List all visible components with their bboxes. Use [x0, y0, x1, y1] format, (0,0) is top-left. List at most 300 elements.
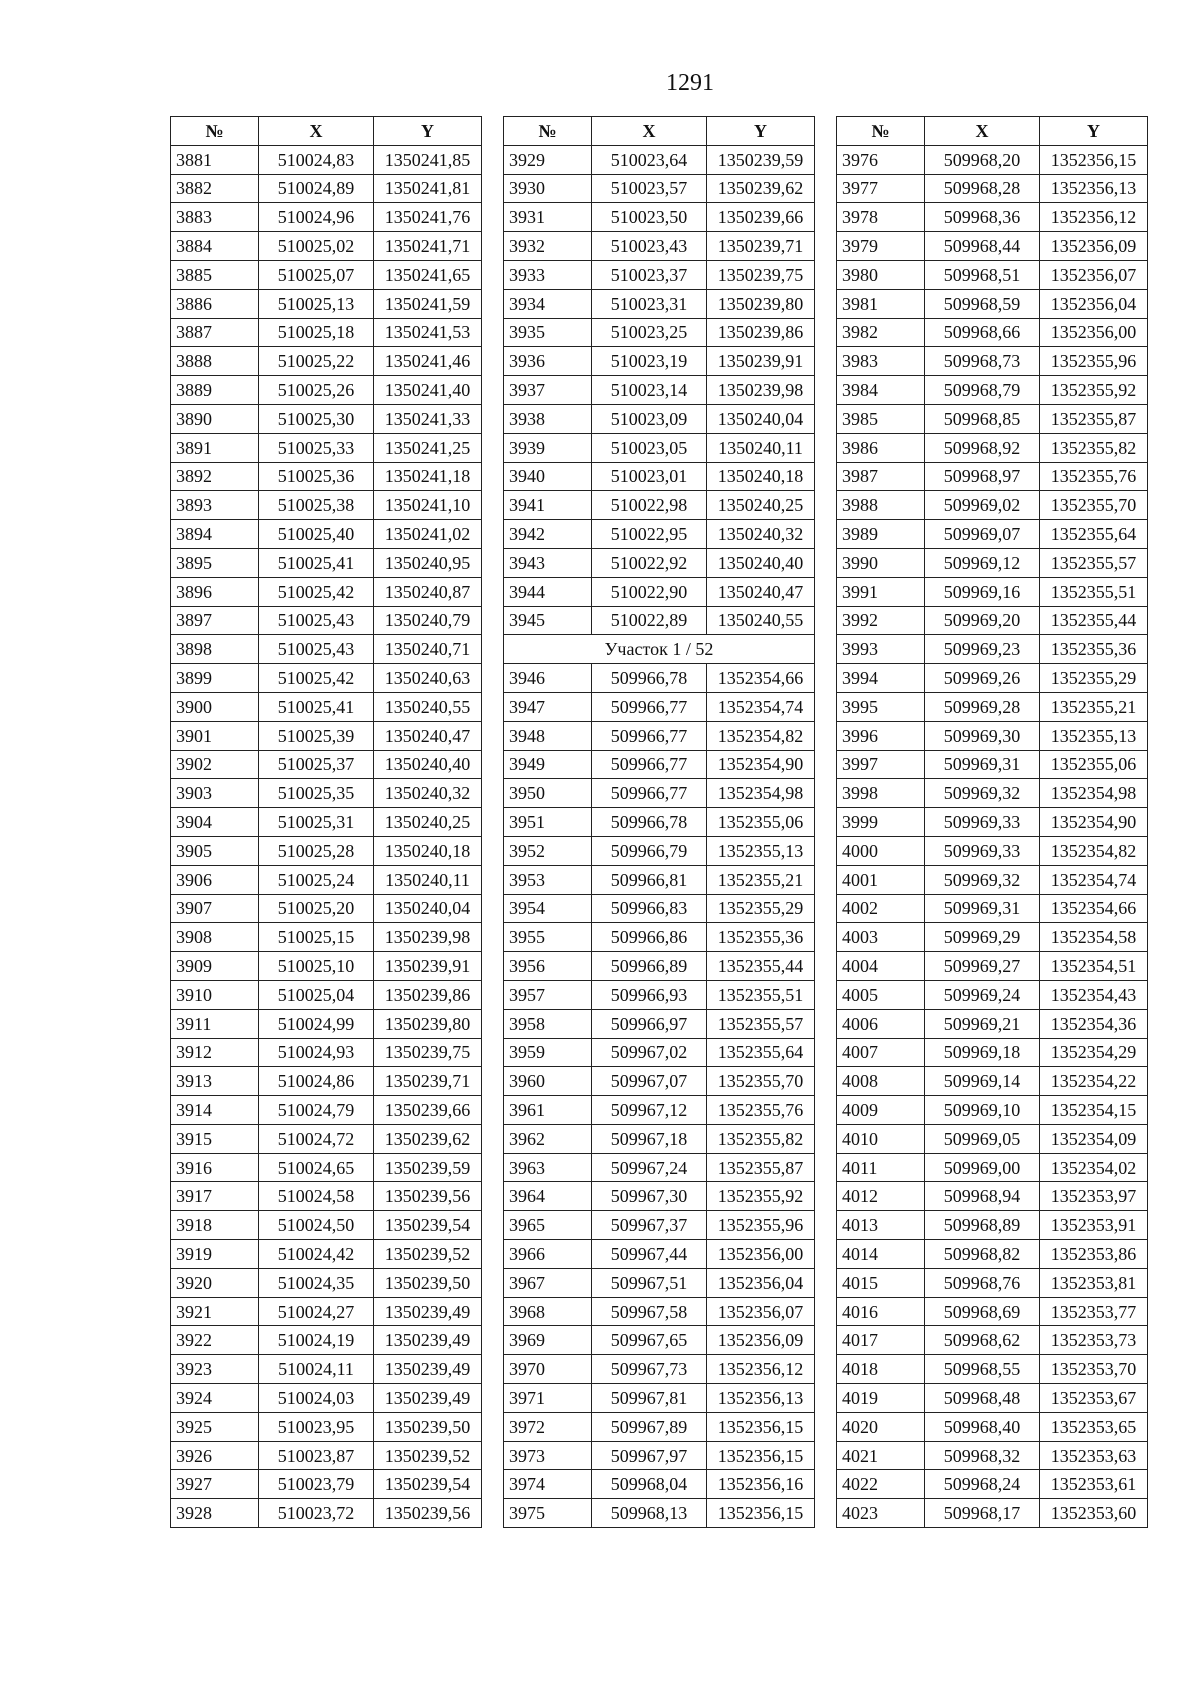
point-number: 3881: [171, 145, 259, 174]
table-row: [171, 952, 482, 981]
table-row: [504, 376, 815, 405]
y-coordinate: 1352355,51: [707, 980, 815, 1009]
x-coordinate: 510025,43: [259, 635, 374, 664]
y-coordinate: 1352355,82: [1040, 433, 1148, 462]
y-coordinate: 1352353,91: [1040, 1211, 1148, 1240]
y-coordinate: 1352355,64: [707, 1038, 815, 1067]
table-row: [837, 692, 1148, 721]
x-coordinate: 509969,32: [925, 865, 1040, 894]
y-coordinate: 1350239,54: [374, 1211, 482, 1240]
table-row: [837, 1009, 1148, 1038]
y-coordinate: 1352355,76: [707, 1096, 815, 1125]
table-row: [504, 1182, 815, 1211]
x-coordinate: 509969,26: [925, 664, 1040, 693]
table-row: [171, 894, 482, 923]
table-row: [504, 433, 815, 462]
table-row: [504, 779, 815, 808]
y-coordinate: 1352355,36: [707, 923, 815, 952]
page-number: 1291: [666, 70, 714, 96]
point-number: 4011: [837, 1153, 925, 1182]
x-coordinate: 510023,57: [592, 174, 707, 203]
point-number: 3939: [504, 433, 592, 462]
point-number: 3937: [504, 376, 592, 405]
y-coordinate: 1352355,13: [707, 836, 815, 865]
point-number: 3923: [171, 1355, 259, 1384]
x-coordinate: 509969,16: [925, 577, 1040, 606]
point-number: 3925: [171, 1412, 259, 1441]
y-coordinate: 1350239,71: [707, 232, 815, 261]
y-coordinate: 1350239,52: [374, 1240, 482, 1269]
x-coordinate: 509968,40: [925, 1412, 1040, 1441]
x-coordinate: 510024,72: [259, 1124, 374, 1153]
x-coordinate: 509969,23: [925, 635, 1040, 664]
y-coordinate: 1352354,15: [1040, 1096, 1148, 1125]
y-coordinate: 1350239,75: [707, 260, 815, 289]
table-row: [504, 1067, 815, 1096]
y-coordinate: 1352354,43: [1040, 980, 1148, 1009]
table-row: [171, 923, 482, 952]
point-number: 3957: [504, 980, 592, 1009]
point-number: 3963: [504, 1153, 592, 1182]
point-number: 3886: [171, 289, 259, 318]
point-number: 3891: [171, 433, 259, 462]
header-x: X: [925, 117, 1040, 146]
x-coordinate: 509969,18: [925, 1038, 1040, 1067]
x-coordinate: 509969,20: [925, 606, 1040, 635]
table-row: [837, 577, 1148, 606]
point-number: 3887: [171, 318, 259, 347]
point-number: 3997: [837, 750, 925, 779]
table-row: [837, 376, 1148, 405]
table-header-row: [171, 117, 482, 146]
x-coordinate: 509966,83: [592, 894, 707, 923]
point-number: 3893: [171, 491, 259, 520]
point-number: 3940: [504, 462, 592, 491]
x-coordinate: 509969,12: [925, 548, 1040, 577]
y-coordinate: 1350241,53: [374, 318, 482, 347]
y-coordinate: 1352356,00: [1040, 318, 1148, 347]
y-coordinate: 1350240,79: [374, 606, 482, 635]
x-coordinate: 509969,32: [925, 779, 1040, 808]
table-row: [171, 232, 482, 261]
table-row: [171, 1384, 482, 1413]
point-number: 3955: [504, 923, 592, 952]
table-row: [171, 1326, 482, 1355]
table-row: [837, 174, 1148, 203]
point-number: 3964: [504, 1182, 592, 1211]
point-number: 3943: [504, 548, 592, 577]
table-row: [504, 347, 815, 376]
point-number: 3987: [837, 462, 925, 491]
x-coordinate: 510023,37: [592, 260, 707, 289]
table-row: [171, 1470, 482, 1499]
point-number: 3901: [171, 721, 259, 750]
table-row: [504, 865, 815, 894]
point-number: 3948: [504, 721, 592, 750]
x-coordinate: 509968,94: [925, 1182, 1040, 1211]
table-row: [837, 491, 1148, 520]
x-coordinate: 509967,37: [592, 1211, 707, 1240]
x-coordinate: 510023,72: [259, 1499, 374, 1528]
point-number: 3992: [837, 606, 925, 635]
point-number: 3915: [171, 1124, 259, 1153]
table-row: [837, 952, 1148, 981]
point-number: 3953: [504, 865, 592, 894]
x-coordinate: 510025,41: [259, 692, 374, 721]
table-row: [837, 289, 1148, 318]
y-coordinate: 1350240,18: [374, 836, 482, 865]
table-row: [171, 1124, 482, 1153]
y-coordinate: 1350239,62: [374, 1124, 482, 1153]
coordinates-table-2: [503, 116, 815, 1528]
y-coordinate: 1352355,21: [1040, 692, 1148, 721]
y-coordinate: 1350239,98: [707, 376, 815, 405]
x-coordinate: 509966,77: [592, 721, 707, 750]
table-row: [837, 1384, 1148, 1413]
point-number: 3975: [504, 1499, 592, 1528]
point-number: 3971: [504, 1384, 592, 1413]
y-coordinate: 1350241,25: [374, 433, 482, 462]
point-number: 3981: [837, 289, 925, 318]
x-coordinate: 509966,78: [592, 664, 707, 693]
table-row: [837, 1096, 1148, 1125]
table-row: [504, 1240, 815, 1269]
point-number: 3932: [504, 232, 592, 261]
table-row: [504, 520, 815, 549]
y-coordinate: 1352353,65: [1040, 1412, 1148, 1441]
x-coordinate: 510024,93: [259, 1038, 374, 1067]
table-row: [504, 1297, 815, 1326]
table-row: [171, 750, 482, 779]
table-row: [837, 145, 1148, 174]
point-number: 3906: [171, 865, 259, 894]
header-y: Y: [374, 117, 482, 146]
y-coordinate: 1350241,71: [374, 232, 482, 261]
point-number: 4016: [837, 1297, 925, 1326]
table-row: [171, 1153, 482, 1182]
y-coordinate: 1352356,15: [1040, 145, 1148, 174]
table-row: [837, 548, 1148, 577]
x-coordinate: 509968,79: [925, 376, 1040, 405]
y-coordinate: 1350239,71: [374, 1067, 482, 1096]
x-coordinate: 510023,43: [592, 232, 707, 261]
y-coordinate: 1350241,81: [374, 174, 482, 203]
point-number: 3898: [171, 635, 259, 664]
y-coordinate: 1352354,51: [1040, 952, 1148, 981]
x-coordinate: 510025,15: [259, 923, 374, 952]
point-number: 3924: [171, 1384, 259, 1413]
table-row: [171, 260, 482, 289]
x-coordinate: 509967,58: [592, 1297, 707, 1326]
point-number: 3921: [171, 1297, 259, 1326]
point-number: 3904: [171, 808, 259, 837]
point-number: 3912: [171, 1038, 259, 1067]
point-number: 3988: [837, 491, 925, 520]
y-coordinate: 1352354,66: [707, 664, 815, 693]
x-coordinate: 509967,30: [592, 1182, 707, 1211]
point-number: 3999: [837, 808, 925, 837]
point-number: 3884: [171, 232, 259, 261]
y-coordinate: 1350240,71: [374, 635, 482, 664]
table-row: [171, 203, 482, 232]
x-coordinate: 510025,13: [259, 289, 374, 318]
y-coordinate: 1350239,59: [707, 145, 815, 174]
table-row: [837, 1240, 1148, 1269]
point-number: 3974: [504, 1470, 592, 1499]
x-coordinate: 509968,69: [925, 1297, 1040, 1326]
table-body: [171, 145, 482, 1527]
y-coordinate: 1350239,86: [374, 980, 482, 1009]
x-coordinate: 510025,30: [259, 404, 374, 433]
point-number: 3960: [504, 1067, 592, 1096]
x-coordinate: 509966,78: [592, 808, 707, 837]
header-number: №: [171, 117, 259, 146]
y-coordinate: 1350240,47: [707, 577, 815, 606]
y-coordinate: 1350239,66: [707, 203, 815, 232]
point-number: 4020: [837, 1412, 925, 1441]
y-coordinate: 1352354,74: [1040, 865, 1148, 894]
y-coordinate: 1350240,04: [374, 894, 482, 923]
x-coordinate: 509968,97: [925, 462, 1040, 491]
table-row: [837, 1268, 1148, 1297]
x-coordinate: 509968,82: [925, 1240, 1040, 1269]
y-coordinate: 1352355,57: [1040, 548, 1148, 577]
y-coordinate: 1350241,46: [374, 347, 482, 376]
y-coordinate: 1352354,58: [1040, 923, 1148, 952]
table-row: [837, 1499, 1148, 1528]
point-number: 3941: [504, 491, 592, 520]
point-number: 4019: [837, 1384, 925, 1413]
y-coordinate: 1350241,40: [374, 376, 482, 405]
x-coordinate: 509969,27: [925, 952, 1040, 981]
point-number: 3985: [837, 404, 925, 433]
table-row: [837, 232, 1148, 261]
table-row: [504, 318, 815, 347]
y-coordinate: 1352356,07: [1040, 260, 1148, 289]
point-number: 3888: [171, 347, 259, 376]
table-row: [504, 174, 815, 203]
y-coordinate: 1350239,49: [374, 1384, 482, 1413]
point-number: 3902: [171, 750, 259, 779]
y-coordinate: 1350239,80: [707, 289, 815, 318]
header-number: №: [837, 117, 925, 146]
table-row: [171, 1211, 482, 1240]
table-row: [504, 1009, 815, 1038]
point-number: 4014: [837, 1240, 925, 1269]
header-number: №: [504, 117, 592, 146]
x-coordinate: 509967,81: [592, 1384, 707, 1413]
point-number: 4005: [837, 980, 925, 1009]
point-number: 3991: [837, 577, 925, 606]
point-number: 3961: [504, 1096, 592, 1125]
table-row: [504, 836, 815, 865]
point-number: 3920: [171, 1268, 259, 1297]
point-number: 4017: [837, 1326, 925, 1355]
table-row: [837, 520, 1148, 549]
point-number: 3928: [171, 1499, 259, 1528]
table-row: [171, 577, 482, 606]
table-row: [504, 952, 815, 981]
x-coordinate: 510023,25: [592, 318, 707, 347]
point-number: 3998: [837, 779, 925, 808]
x-coordinate: 510024,79: [259, 1096, 374, 1125]
y-coordinate: 1350240,55: [374, 692, 482, 721]
table-row: [171, 520, 482, 549]
point-number: 3911: [171, 1009, 259, 1038]
table-row: [837, 260, 1148, 289]
y-coordinate: 1352353,77: [1040, 1297, 1148, 1326]
table-row: [837, 1211, 1148, 1240]
y-coordinate: 1352355,96: [707, 1211, 815, 1240]
x-coordinate: 510025,07: [259, 260, 374, 289]
table-row: [504, 1441, 815, 1470]
x-coordinate: 509966,77: [592, 692, 707, 721]
x-coordinate: 509967,65: [592, 1326, 707, 1355]
x-coordinate: 509969,02: [925, 491, 1040, 520]
point-number: 3968: [504, 1297, 592, 1326]
point-number: 3922: [171, 1326, 259, 1355]
table-header-row: [504, 117, 815, 146]
y-coordinate: 1352355,87: [1040, 404, 1148, 433]
y-coordinate: 1350239,91: [707, 347, 815, 376]
point-number: 3989: [837, 520, 925, 549]
section-row: [504, 635, 815, 664]
y-coordinate: 1352356,15: [707, 1412, 815, 1441]
table-row: [837, 894, 1148, 923]
point-number: 3969: [504, 1326, 592, 1355]
table-row: [837, 1441, 1148, 1470]
x-coordinate: 509966,77: [592, 750, 707, 779]
x-coordinate: 510022,95: [592, 520, 707, 549]
table-row: [837, 1153, 1148, 1182]
x-coordinate: 509968,59: [925, 289, 1040, 318]
point-number: 4002: [837, 894, 925, 923]
table-row: [171, 318, 482, 347]
x-coordinate: 509968,28: [925, 174, 1040, 203]
point-number: 3895: [171, 548, 259, 577]
point-number: 3944: [504, 577, 592, 606]
x-coordinate: 509968,85: [925, 404, 1040, 433]
table-row: [837, 404, 1148, 433]
x-coordinate: 509969,33: [925, 836, 1040, 865]
point-number: 3918: [171, 1211, 259, 1240]
table-row: [171, 145, 482, 174]
y-coordinate: 1352355,96: [1040, 347, 1148, 376]
x-coordinate: 510024,99: [259, 1009, 374, 1038]
point-number: 4022: [837, 1470, 925, 1499]
table-row: [837, 750, 1148, 779]
x-coordinate: 509966,86: [592, 923, 707, 952]
x-coordinate: 509966,89: [592, 952, 707, 981]
y-coordinate: 1350240,11: [707, 433, 815, 462]
x-coordinate: 509966,81: [592, 865, 707, 894]
point-number: 3979: [837, 232, 925, 261]
y-coordinate: 1350240,63: [374, 664, 482, 693]
x-coordinate: 510024,96: [259, 203, 374, 232]
y-coordinate: 1350239,91: [374, 952, 482, 981]
table-row: [837, 808, 1148, 837]
point-number: 3947: [504, 692, 592, 721]
y-coordinate: 1352355,70: [707, 1067, 815, 1096]
table-row: [504, 1124, 815, 1153]
point-number: 4009: [837, 1096, 925, 1125]
y-coordinate: 1350239,66: [374, 1096, 482, 1125]
y-coordinate: 1352353,86: [1040, 1240, 1148, 1269]
table-row: [504, 750, 815, 779]
point-number: 3897: [171, 606, 259, 635]
x-coordinate: 510024,58: [259, 1182, 374, 1211]
point-number: 4013: [837, 1211, 925, 1240]
x-coordinate: 509969,00: [925, 1153, 1040, 1182]
table-row: [504, 577, 815, 606]
y-coordinate: 1350240,87: [374, 577, 482, 606]
y-coordinate: 1352356,15: [707, 1441, 815, 1470]
point-number: 4004: [837, 952, 925, 981]
header-x: X: [592, 117, 707, 146]
table-row: [504, 692, 815, 721]
point-number: 3994: [837, 664, 925, 693]
header-y: Y: [707, 117, 815, 146]
point-number: 3958: [504, 1009, 592, 1038]
y-coordinate: 1350239,98: [374, 923, 482, 952]
point-number: 3972: [504, 1412, 592, 1441]
table-body: [837, 145, 1148, 1527]
x-coordinate: 510025,41: [259, 548, 374, 577]
y-coordinate: 1350239,49: [374, 1297, 482, 1326]
y-coordinate: 1350239,62: [707, 174, 815, 203]
y-coordinate: 1352356,04: [1040, 289, 1148, 318]
y-coordinate: 1350240,32: [707, 520, 815, 549]
x-coordinate: 510024,27: [259, 1297, 374, 1326]
point-number: 3889: [171, 376, 259, 405]
y-coordinate: 1350241,85: [374, 145, 482, 174]
table-row: [837, 433, 1148, 462]
y-coordinate: 1352353,73: [1040, 1326, 1148, 1355]
y-coordinate: 1352355,29: [1040, 664, 1148, 693]
x-coordinate: 509968,44: [925, 232, 1040, 261]
x-coordinate: 510023,95: [259, 1412, 374, 1441]
y-coordinate: 1350240,25: [374, 808, 482, 837]
y-coordinate: 1352356,16: [707, 1470, 815, 1499]
y-coordinate: 1352354,02: [1040, 1153, 1148, 1182]
table-row: [504, 145, 815, 174]
x-coordinate: 509967,18: [592, 1124, 707, 1153]
point-number: 3965: [504, 1211, 592, 1240]
y-coordinate: 1352355,92: [1040, 376, 1148, 405]
y-coordinate: 1352353,70: [1040, 1355, 1148, 1384]
y-coordinate: 1350239,54: [374, 1470, 482, 1499]
table-row: [171, 404, 482, 433]
table-row: [171, 1096, 482, 1125]
x-coordinate: 510025,43: [259, 606, 374, 635]
table-row: [504, 980, 815, 1009]
point-number: 3885: [171, 260, 259, 289]
table-row: [171, 692, 482, 721]
table-row: [504, 1096, 815, 1125]
x-coordinate: 509968,55: [925, 1355, 1040, 1384]
table-row: [171, 548, 482, 577]
x-coordinate: 509969,21: [925, 1009, 1040, 1038]
table-row: [171, 1268, 482, 1297]
point-number: 3929: [504, 145, 592, 174]
y-coordinate: 1350239,52: [374, 1441, 482, 1470]
table-row: [504, 664, 815, 693]
table-row: [837, 1412, 1148, 1441]
y-coordinate: 1352354,66: [1040, 894, 1148, 923]
x-coordinate: 510024,89: [259, 174, 374, 203]
x-coordinate: 509966,77: [592, 779, 707, 808]
header-y: Y: [1040, 117, 1148, 146]
